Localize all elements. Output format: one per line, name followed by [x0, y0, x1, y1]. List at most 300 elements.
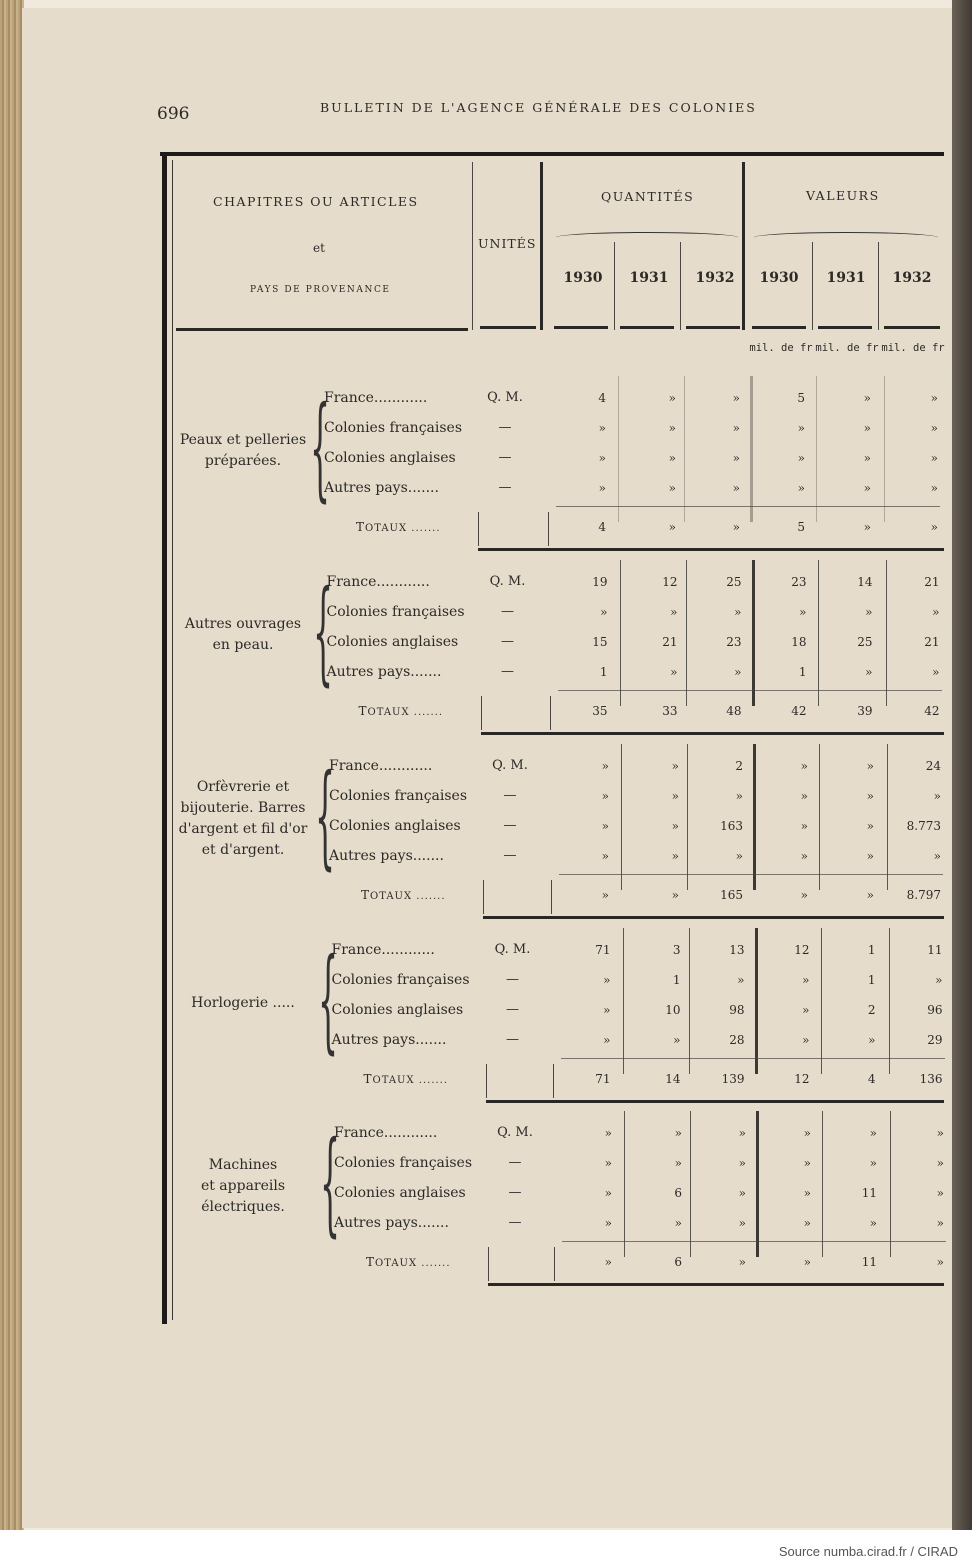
value-cell: »: [930, 391, 938, 405]
header-underline: [818, 326, 872, 329]
value-cell: 23: [791, 575, 807, 589]
totals-rule: [483, 880, 484, 914]
column-rule: [684, 376, 685, 522]
column-rule: [819, 744, 820, 890]
unit-cell: Q. M.: [497, 1125, 533, 1140]
column-rule: [816, 376, 817, 522]
value-cell: 19: [592, 575, 608, 589]
header-values: VALEURS: [806, 188, 880, 203]
value-cell: »: [800, 789, 808, 803]
value-cell: »: [930, 451, 938, 465]
column-rule: [821, 928, 822, 1074]
total-cell: »: [863, 520, 871, 534]
values-brace: [754, 232, 938, 243]
value-cell: »: [734, 665, 742, 679]
value-cell: 25: [726, 575, 742, 589]
value-unit-label: mil. de fr: [749, 342, 813, 354]
totals-label-rest: OTAUX .......: [367, 707, 444, 718]
table-frame-top: [160, 152, 944, 156]
total-cell: 71: [595, 1072, 611, 1086]
value-cell: »: [865, 605, 873, 619]
book-edge: [0, 0, 24, 1530]
header-underline: [752, 326, 806, 329]
country-name: Colonies anglaises: [334, 1185, 466, 1201]
value-cell: 23: [726, 635, 742, 649]
value-cell: »: [668, 421, 676, 435]
value-cell: »: [869, 1216, 877, 1230]
column-rule: [686, 560, 687, 706]
value-cell: »: [936, 1126, 944, 1140]
value-cell: »: [933, 789, 941, 803]
value-cell: »: [936, 1216, 944, 1230]
column-rule: [753, 744, 756, 890]
quantities-brace: [556, 232, 738, 243]
totals-label-initial: T: [366, 1255, 376, 1269]
total-cell: 5: [797, 520, 805, 534]
value-cell: 10: [665, 1003, 681, 1017]
category-label: et appareils: [200, 1177, 286, 1194]
value-cell: »: [604, 1216, 612, 1230]
total-cell: 139: [721, 1072, 745, 1086]
unit-cell: —: [503, 848, 517, 863]
value-cell: »: [671, 819, 679, 833]
value-cell: »: [797, 421, 805, 435]
unit-cell: —: [498, 480, 512, 495]
unit-cell: Q. M.: [492, 758, 528, 773]
value-cell: 1: [599, 665, 608, 679]
value-cell: »: [936, 1186, 944, 1200]
value-cell: 1: [867, 943, 876, 957]
value-cell: »: [670, 665, 678, 679]
country-name: Colonies françaises: [334, 1155, 473, 1171]
column-rule: [690, 1111, 691, 1257]
total-cell: »: [668, 520, 676, 534]
totals-rule: [553, 1064, 554, 1098]
category-label: Machines: [208, 1156, 278, 1173]
country-name: France............: [324, 390, 428, 406]
value-cell: 71: [595, 943, 611, 957]
totals-label-initial: T: [356, 520, 366, 534]
value-cell: »: [803, 1216, 811, 1230]
unit-cell: —: [501, 664, 514, 679]
value-cell: 1: [672, 973, 681, 987]
group-rule: [478, 548, 944, 551]
value-cell: »: [604, 1186, 612, 1200]
totals-label-initial: T: [361, 888, 371, 902]
subtotal-rule: [558, 690, 942, 691]
column-rule: [689, 928, 690, 1074]
column-rule: [687, 744, 688, 890]
category-brace: {: [315, 750, 336, 882]
unit-cell: —: [498, 420, 512, 435]
country-name: Autres pays.......: [334, 1215, 449, 1231]
value-cell: »: [800, 759, 808, 773]
value-cell: »: [932, 605, 940, 619]
value-cell: 15: [592, 635, 608, 649]
value-cell: 96: [927, 1003, 943, 1017]
totals-label-rest: OTAUX .......: [365, 523, 441, 534]
country-name: Colonies françaises: [326, 604, 465, 620]
total-cell: »: [604, 1255, 612, 1269]
subtotal-rule: [562, 1241, 946, 1242]
unit-cell: —: [508, 1185, 522, 1200]
total-cell: 42: [791, 704, 807, 718]
totals-rule: [548, 512, 549, 546]
country-name: Colonies françaises: [324, 420, 463, 436]
group-rule: [486, 1100, 945, 1103]
value-cell: »: [802, 1033, 810, 1047]
subtotal-rule: [556, 506, 940, 507]
source-credit: Source numba.cirad.fr / CIRAD: [778, 1544, 958, 1559]
value-cell: »: [738, 1216, 746, 1230]
value-cell: »: [802, 1003, 810, 1017]
column-rule: [755, 928, 758, 1074]
column-rule: [620, 560, 621, 706]
total-cell: 14: [665, 1072, 681, 1086]
value-cell: 25: [857, 635, 873, 649]
header-underline: [620, 326, 674, 329]
category-label: électriques.: [201, 1198, 285, 1215]
country-name: France............: [326, 574, 430, 590]
unit-cell: Q. M.: [487, 390, 523, 405]
category-brace: {: [320, 1117, 341, 1249]
subtotal-rule: [561, 1058, 945, 1059]
column-rule: [889, 928, 890, 1074]
value-cell: »: [930, 421, 938, 435]
country-name: France............: [329, 758, 433, 774]
header-rule: [742, 162, 745, 330]
category-brace: {: [312, 566, 333, 698]
header-underline: [480, 326, 536, 329]
header-chapters: CHAPITRES OU ARTICLES: [213, 194, 419, 209]
category-brace: {: [310, 382, 331, 514]
total-cell: »: [601, 888, 609, 902]
total-cell: »: [732, 520, 740, 534]
value-cell: »: [797, 451, 805, 465]
category-label: bijouterie. Barres: [180, 800, 306, 816]
value-cell: »: [803, 1126, 811, 1140]
unit-cell: —: [503, 788, 517, 803]
column-rule: [822, 1111, 823, 1257]
header-underline: [554, 326, 608, 329]
value-cell: »: [673, 1033, 681, 1047]
value-cell: »: [932, 665, 940, 679]
country-name: Autres pays.......: [326, 664, 442, 680]
total-cell: 4: [867, 1072, 876, 1086]
page-number: 696: [157, 104, 190, 124]
unit-cell: —: [503, 818, 517, 833]
value-cell: 163: [720, 819, 743, 833]
totals-label: [356, 520, 441, 534]
total-cell: »: [803, 1255, 811, 1269]
group-rule: [488, 1283, 944, 1286]
value-cell: »: [869, 1156, 877, 1170]
value-cell: »: [674, 1156, 682, 1170]
value-cell: »: [601, 849, 609, 863]
country-name: Autres pays.......: [324, 480, 439, 496]
value-cell: »: [598, 481, 606, 495]
page-gutter: [952, 0, 972, 1530]
value-cell: 98: [729, 1003, 745, 1017]
value-cell: »: [671, 789, 679, 803]
totals-label-initial: T: [358, 704, 368, 718]
totals-rule: [488, 1247, 489, 1281]
value-cell: »: [738, 1156, 746, 1170]
value-cell: »: [802, 973, 810, 987]
total-cell: 33: [662, 704, 678, 718]
value-cell: »: [866, 789, 874, 803]
value-cell: 28: [729, 1033, 745, 1047]
year-header: 1932: [695, 270, 735, 286]
unit-cell: —: [506, 1032, 519, 1047]
header-rule: [614, 242, 615, 330]
value-cell: »: [601, 819, 609, 833]
group-rule: [481, 732, 945, 735]
total-cell: »: [800, 888, 808, 902]
value-cell: 3: [672, 943, 681, 957]
year-header: 1930: [563, 270, 603, 286]
column-rule: [750, 376, 753, 522]
category-brace: {: [317, 934, 338, 1066]
value-cell: »: [863, 451, 871, 465]
value-cell: 12: [662, 575, 678, 589]
total-cell: 165: [720, 888, 743, 902]
unit-cell: —: [501, 604, 514, 619]
column-rule: [886, 560, 887, 706]
total-cell: »: [936, 1255, 944, 1269]
value-cell: »: [732, 451, 740, 465]
value-cell: »: [738, 1126, 746, 1140]
value-cell: »: [604, 1156, 612, 1170]
header-quantities: QUANTITÉS: [601, 189, 695, 204]
category-label: Autres ouvrages: [184, 616, 302, 632]
value-cell: 14: [857, 575, 873, 589]
totals-rule: [478, 512, 479, 546]
totals-rule: [551, 880, 552, 914]
value-cell: 12: [794, 943, 810, 957]
value-cell: »: [936, 1156, 944, 1170]
column-rule: [884, 376, 885, 522]
value-cell: »: [797, 481, 805, 495]
value-cell: »: [933, 849, 941, 863]
total-cell: 8.797: [906, 888, 941, 902]
value-cell: 6: [674, 1186, 682, 1200]
header-underline: [884, 326, 940, 329]
value-cell: »: [734, 605, 742, 619]
value-cell: 21: [662, 635, 678, 649]
category-label: Peaux et pelleries: [179, 432, 307, 448]
value-cell: »: [735, 849, 743, 863]
header-rule: [680, 242, 681, 330]
value-cell: »: [930, 481, 938, 495]
value-cell: »: [800, 849, 808, 863]
value-cell: »: [601, 759, 609, 773]
country-name: Colonies anglaises: [324, 450, 456, 466]
value-cell: »: [598, 421, 606, 435]
country-name: France............: [334, 1125, 438, 1141]
header-underline: [176, 328, 468, 331]
total-cell: 39: [857, 704, 873, 718]
value-cell: »: [868, 1033, 876, 1047]
running-head: BULLETIN DE L'AGENCE GÉNÉRALE DES COLONIES: [320, 100, 757, 115]
value-cell: »: [732, 391, 740, 405]
category-label: Horlogerie .....: [191, 994, 295, 1011]
country-name: France............: [331, 942, 435, 958]
category-label: et d'argent.: [201, 842, 285, 858]
column-rule: [623, 928, 624, 1074]
value-cell: »: [674, 1126, 682, 1140]
value-cell: »: [863, 421, 871, 435]
category-label: préparées.: [204, 453, 282, 469]
value-cell: »: [737, 973, 745, 987]
country-name: Colonies anglaises: [329, 818, 461, 834]
value-cell: »: [671, 759, 679, 773]
value-cell: 5: [797, 391, 805, 405]
totals-rule: [554, 1247, 555, 1281]
value-cell: 4: [598, 391, 606, 405]
value-cell: »: [604, 1126, 612, 1140]
total-cell: 6: [674, 1255, 682, 1269]
total-cell: 35: [592, 704, 608, 718]
value-cell: 29: [927, 1033, 943, 1047]
value-cell: »: [670, 605, 678, 619]
value-cell: 2: [735, 759, 743, 773]
unit-cell: —: [498, 450, 512, 465]
total-cell: »: [930, 520, 938, 534]
unit-cell: —: [501, 634, 514, 649]
group-rule: [483, 916, 944, 919]
value-cell: 18: [791, 635, 807, 649]
value-cell: »: [935, 973, 943, 987]
category-label: Orfèvrerie et: [196, 779, 290, 795]
totals-rule: [550, 696, 551, 730]
value-cell: »: [803, 1156, 811, 1170]
totals-label: [359, 704, 444, 718]
value-cell: 8.773: [906, 819, 941, 833]
country-name: Colonies anglaises: [326, 634, 459, 650]
value-cell: »: [668, 451, 676, 465]
value-cell: »: [735, 789, 743, 803]
table-frame-inner: [172, 160, 173, 1320]
header-rule: [472, 162, 473, 330]
value-cell: »: [866, 849, 874, 863]
value-cell: 2: [867, 1003, 876, 1017]
value-cell: »: [671, 849, 679, 863]
value-cell: »: [603, 973, 611, 987]
value-cell: »: [674, 1216, 682, 1230]
total-cell: 11: [861, 1255, 877, 1269]
value-cell: »: [603, 1033, 611, 1047]
year-header: 1930: [759, 270, 799, 286]
total-cell: 42: [924, 704, 940, 718]
value-unit-label: mil. de fr: [815, 342, 879, 354]
header-rule: [540, 162, 543, 330]
totals-label-rest: OTAUX .......: [372, 1075, 449, 1086]
total-cell: »: [671, 888, 679, 902]
totals-label-initial: T: [363, 1072, 373, 1086]
totals-label-rest: OTAUX .......: [375, 1258, 451, 1269]
totals-label: [364, 1072, 449, 1086]
country-name: Colonies anglaises: [331, 1002, 464, 1018]
value-cell: »: [863, 481, 871, 495]
column-rule: [618, 376, 619, 522]
header-pays: PAYS DE PROVENANCE: [250, 285, 391, 295]
category-label: en peau.: [212, 637, 274, 653]
value-cell: 13: [729, 943, 745, 957]
value-cell: »: [738, 1186, 746, 1200]
value-cell: »: [800, 819, 808, 833]
value-cell: »: [869, 1126, 877, 1140]
value-cell: »: [863, 391, 871, 405]
unit-cell: —: [506, 972, 519, 987]
total-cell: »: [738, 1255, 746, 1269]
unit-cell: —: [508, 1155, 522, 1170]
value-cell: 21: [924, 575, 940, 589]
header-units: UNITÉS: [478, 236, 537, 251]
unit-cell: Q. M.: [494, 942, 531, 957]
value-cell: »: [668, 481, 676, 495]
value-cell: »: [865, 665, 873, 679]
value-cell: »: [601, 789, 609, 803]
header-underline: [686, 326, 740, 329]
column-rule: [752, 560, 755, 706]
header-et: et: [313, 241, 325, 255]
total-cell: 48: [726, 704, 742, 718]
column-rule: [624, 1111, 625, 1257]
country-name: Colonies françaises: [329, 788, 468, 804]
total-cell: 4: [598, 520, 606, 534]
value-cell: »: [598, 451, 606, 465]
value-cell: »: [732, 481, 740, 495]
unit-cell: —: [508, 1215, 522, 1230]
value-cell: »: [668, 391, 676, 405]
value-cell: »: [799, 605, 807, 619]
value-cell: »: [866, 819, 874, 833]
column-rule: [887, 744, 888, 890]
value-cell: »: [603, 1003, 611, 1017]
column-rule: [621, 744, 622, 890]
column-rule: [756, 1111, 759, 1257]
column-rule: [890, 1111, 891, 1257]
value-cell: »: [803, 1186, 811, 1200]
value-cell: »: [732, 421, 740, 435]
country-name: Colonies françaises: [331, 972, 470, 988]
value-cell: 11: [861, 1186, 877, 1200]
value-cell: 21: [924, 635, 940, 649]
header-rule: [812, 242, 813, 330]
value-cell: 1: [798, 665, 807, 679]
year-header: 1931: [826, 270, 866, 286]
year-header: 1932: [892, 270, 932, 286]
value-cell: »: [600, 605, 608, 619]
subtotal-rule: [559, 874, 943, 875]
total-cell: »: [866, 888, 874, 902]
totals-label: [361, 888, 446, 902]
unit-cell: Q. M.: [489, 574, 526, 589]
unit-cell: —: [506, 1002, 519, 1017]
header-rule: [878, 242, 879, 330]
category-label: d'argent et fil d'or: [178, 821, 308, 837]
totals-rule: [481, 696, 482, 730]
value-cell: 11: [927, 943, 943, 957]
country-name: Autres pays.......: [331, 1032, 447, 1048]
country-name: Autres pays.......: [329, 848, 444, 864]
value-unit-label: mil. de fr: [881, 342, 945, 354]
totals-label: [366, 1255, 451, 1269]
total-cell: 136: [919, 1072, 943, 1086]
column-rule: [818, 560, 819, 706]
value-cell: 24: [925, 759, 941, 773]
